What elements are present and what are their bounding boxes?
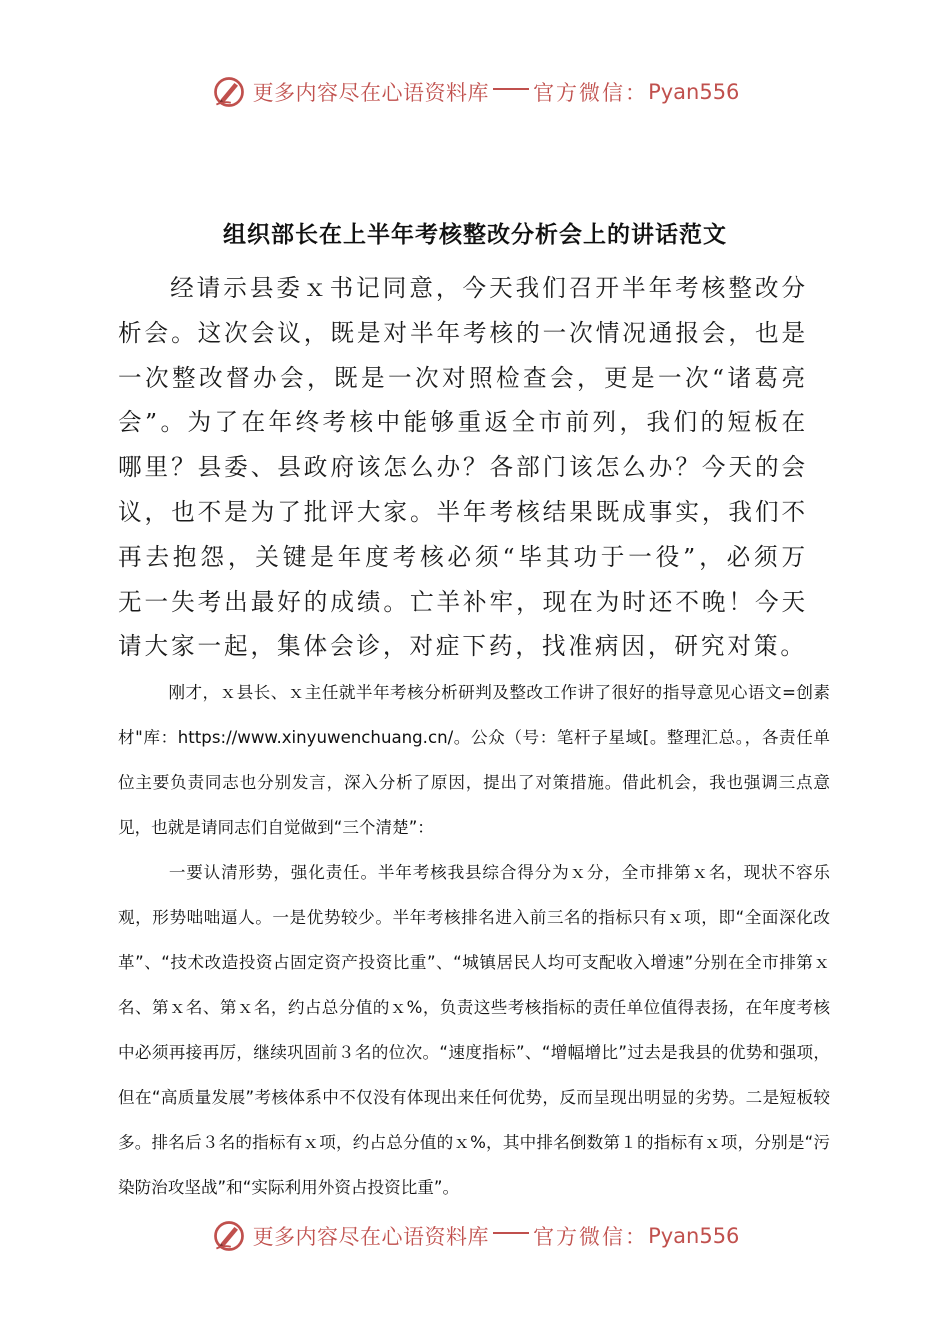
- watermark-wechat-label: 官方微信：: [533, 1225, 649, 1249]
- paragraph-intro: [118, 266, 808, 669]
- footer-watermark-banner: [0, 1214, 950, 1258]
- header-watermark-banner: [0, 70, 950, 114]
- pen-seal-logo-icon: [211, 74, 247, 110]
- paragraph-summary-text: 刚才，ｘ县长、ｘ主任就半年考核分析研判及整改工作讲了很好的指导意见心语文=创素材"库：https://www.xinyuwenchuang.cn/。公众（号：笔杆子星域[。整理汇总。，各责任单位主要负责同志也分别发言，深入分析了原因，提出了对策措施。借此机会，我也强调三点意见，也就是请同志们自觉做到“三个清楚”：: [118, 683, 830, 837]
- watermark-wechat-label: 官方微信：: [533, 81, 649, 105]
- document-title: 组织部长在上半年考核整改分析会上的讲话范文: [223, 221, 727, 248]
- watermark-slogan: 更多内容尽在心语资料库: [252, 81, 490, 105]
- watermark-dash: [493, 1232, 529, 1234]
- paragraph-intro-text: 经请示县委ｘ书记同意，今天我们召开半年考核整改分析会。这次会议，既是对半年考核的一次情况通报会，也是一次整改督办会，既是一次对照检查会，更是一次“诸葛亮会”。为了在年终考核中能够重返全市前列，我们的短板在哪里？县委、县政府该怎么办？各部门该怎么办？今天的会议，也不是为了批评大家。半年考核结果既成事实，我们不再去抱怨，关键是年度考核必须“毕其功于一役”，必须万无一失考出最好的成绩。亡羊补牢，现在为时还不晚！今天请大家一起，集体会诊，对症下药，找准病因，研究对策。: [118, 274, 808, 661]
- pen-seal-logo-icon: [211, 1218, 247, 1254]
- paragraph-summary: [118, 670, 830, 850]
- watermark-wechat-handle: Pyan556: [648, 80, 740, 104]
- paragraph-point-one-text: 一要认清形势，强化责任。半年考核我县综合得分为ｘ分，全市排第ｘ名，现状不容乐观，形势咄咄逼人。一是优势较少。半年考核排名进入前三名的指标只有ｘ项，即“全面深化改革”、“技术改造投资占固定资产投资比重”、“城镇居民人均可支配收入增速”分别在全市排第ｘ名、第ｘ名、第ｘ名，约占总分值的ｘ%，负责这些考核指标的责任单位值得表扬，在年度考核中必须再接再厉，继续巩固前３名的位次。“速度指标”、“增幅增比”过去是我县的优势和强项，但在“高质量发展”考核体系中不仅没有体现出来任何优势，反而呈现出明显的劣势。二是短板较多。排名后３名的指标有ｘ项，约占总分值的ｘ%，其中排名倒数第１的指标有ｘ项，分别是“污染防治攻坚战”和“实际利用外资占投资比重”。: [118, 863, 830, 1197]
- watermark-wechat-handle: Pyan556: [648, 1224, 740, 1248]
- watermark-slogan: 更多内容尽在心语资料库: [252, 1225, 490, 1249]
- paragraph-point-one: [118, 850, 830, 1210]
- watermark-dash: [493, 88, 529, 90]
